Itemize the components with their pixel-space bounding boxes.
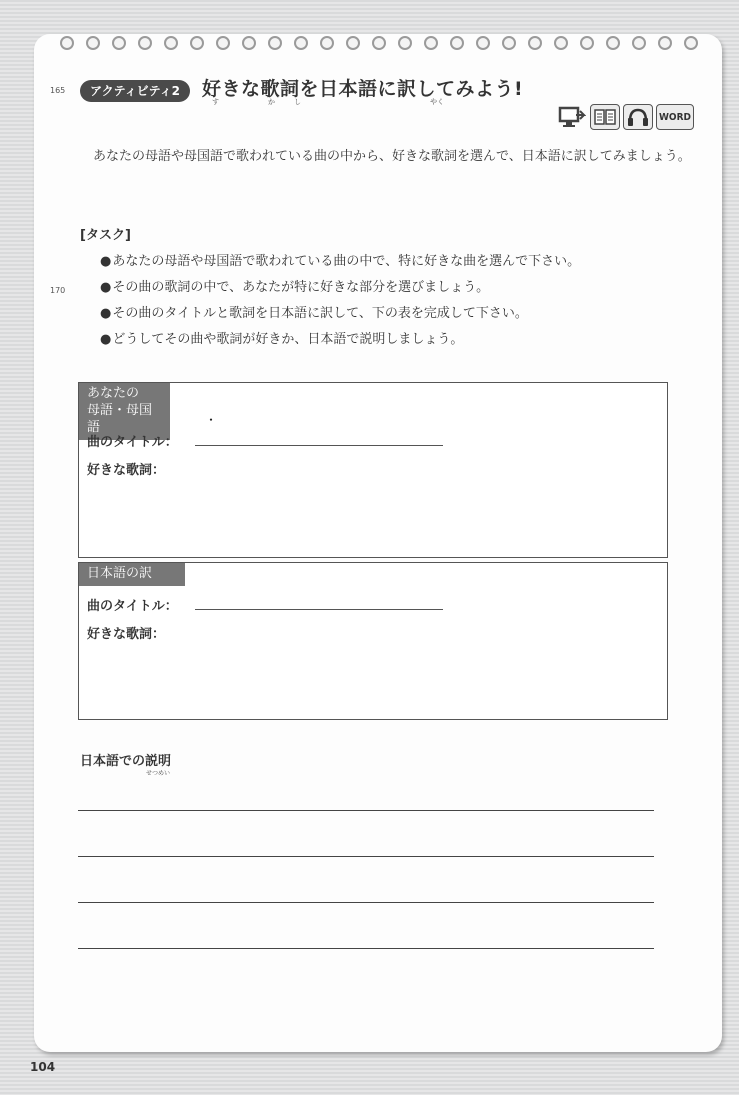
native-language-box — [78, 382, 668, 558]
task-item: ● その曲のタイトルと歌詞を日本語に訳して、下の表を完成して下さい。 — [100, 304, 580, 330]
intro-paragraph: あなたの母語や母国語で歌われている曲の中から、好きな歌詞を選んで、日本語に訳してみましょう。 — [93, 149, 691, 164]
binding-ring — [320, 36, 334, 50]
writing-line[interactable] — [78, 948, 654, 949]
writing-line[interactable] — [78, 810, 654, 811]
binding-ring — [476, 36, 490, 50]
binding-ring — [268, 36, 282, 50]
writing-line[interactable] — [78, 902, 654, 903]
binding-ring — [424, 36, 438, 50]
title-ruby-ka: か — [268, 98, 275, 106]
binding-ring — [658, 36, 672, 50]
song-title-label: 曲のタイトル： — [87, 435, 178, 450]
binding-ring — [554, 36, 568, 50]
binding-ring — [112, 36, 126, 50]
binding-ring — [502, 36, 516, 50]
explanation-ruby: せつめい — [146, 770, 171, 777]
word-icon: WORD — [656, 104, 694, 130]
binding-ring — [86, 36, 100, 50]
binding-ring — [684, 36, 698, 50]
title-ruby-su: す — [212, 98, 219, 106]
lyrics-label: 好きな歌詞： — [87, 627, 166, 642]
binding-ring — [398, 36, 412, 50]
binding-ring — [216, 36, 230, 50]
computer-icon — [557, 104, 587, 130]
binding-ring — [528, 36, 542, 50]
song-title-label: 曲のタイトル： — [87, 599, 178, 614]
binding-ring — [632, 36, 646, 50]
task-item: ● あなたの母語や母国語で歌われている曲の中で、特に好きな曲を選んで下さい。 — [100, 252, 580, 278]
book-icon — [590, 104, 620, 130]
writing-line[interactable] — [78, 856, 654, 857]
tab-line-1: あなたの — [87, 386, 140, 401]
title-ruby-yaku: やく — [430, 98, 444, 106]
stray-dot: ・ — [205, 413, 218, 427]
binding-ring — [450, 36, 464, 50]
activity-title: 好きな歌詞を日本語に訳してみよう! — [202, 78, 524, 100]
binding-ring — [580, 36, 594, 50]
task-heading: [タスク] — [80, 228, 131, 243]
task-list — [100, 252, 580, 356]
lyrics-label: 好きな歌詞： — [87, 463, 166, 478]
activity-badge: アクティビティ2 — [80, 80, 190, 102]
binding-ring — [138, 36, 152, 50]
binding-ring — [294, 36, 308, 50]
binding-ring — [60, 36, 74, 50]
binding-ring — [372, 36, 386, 50]
media-icons — [557, 104, 694, 130]
title-ruby-shi: し — [294, 98, 301, 106]
page-number: 104 — [30, 1060, 56, 1074]
song-title-line[interactable] — [195, 609, 443, 610]
binding-ring — [346, 36, 360, 50]
line-number-170: 170 — [50, 286, 66, 295]
explanation-heading: 日本語での説明 — [80, 754, 172, 769]
task-item: ● その曲の歌詞の中で、あなたが特に好きな部分を選びましょう。 — [100, 278, 580, 304]
task-item: ● どうしてその曲や歌詞が好きか、日本語で説明しましょう。 — [100, 330, 580, 356]
binding-ring — [164, 36, 178, 50]
binding-ring — [190, 36, 204, 50]
japanese-translation-tab: 日本語の訳 — [79, 563, 185, 586]
japanese-translation-box — [78, 562, 668, 720]
song-title-line[interactable] — [195, 445, 443, 446]
binding-ring — [606, 36, 620, 50]
binding-ring — [242, 36, 256, 50]
tab-line-2: 母語・母国語 — [87, 403, 153, 435]
line-number-165: 165 — [50, 86, 66, 95]
headphones-icon — [623, 104, 653, 130]
